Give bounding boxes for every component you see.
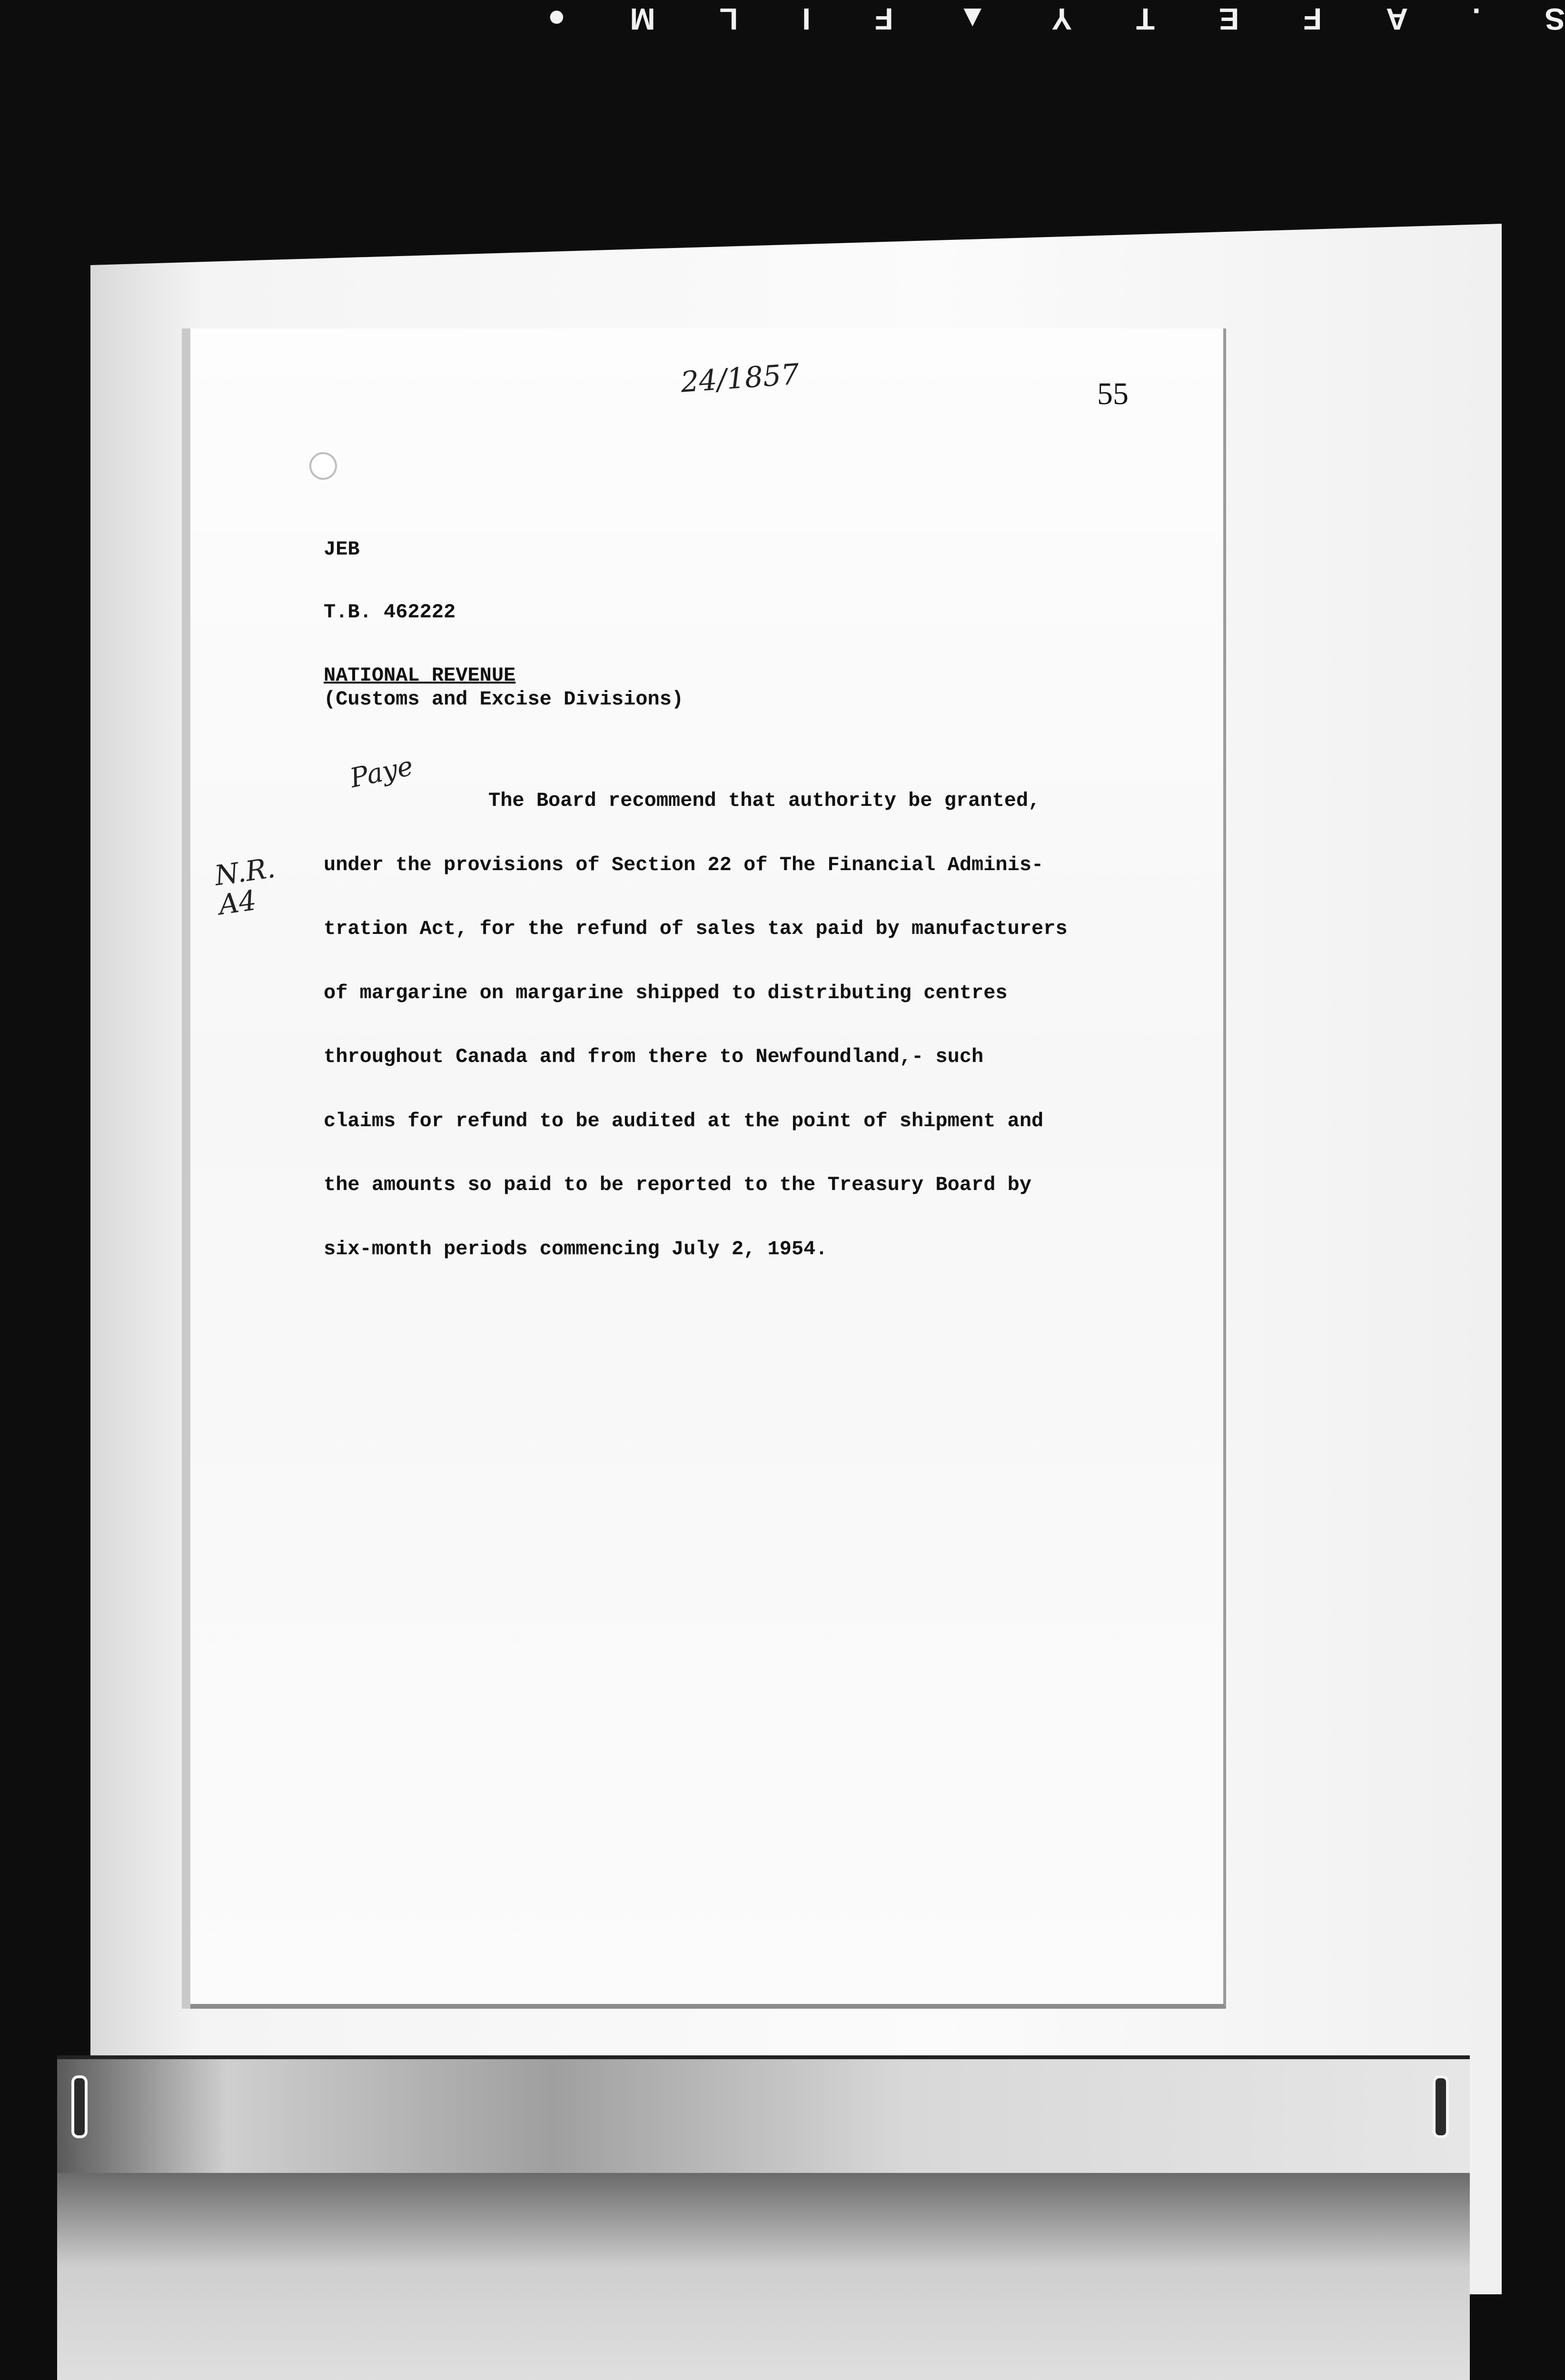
- author-initials: JEB: [324, 538, 360, 561]
- film-edge-char: A: [1386, 2, 1408, 36]
- film-edge-char: E: [1218, 2, 1239, 36]
- handwritten-paye: Paye: [347, 750, 416, 794]
- body-line: claims for refund to be audited at the point of shipment and: [324, 1109, 1044, 1132]
- film-edge-char: Y: [1051, 2, 1072, 36]
- film-edge-char: F: [874, 2, 893, 36]
- film-edge-char: S: [1545, 2, 1565, 36]
- body-line: The Board recommend that authority be granted,: [488, 789, 1040, 812]
- binder-rail: [57, 2055, 1470, 2177]
- body-line: the amounts so paid to be reported to the Treasury Board by: [324, 1173, 1032, 1196]
- film-edge-char: .: [1472, 2, 1481, 36]
- lower-scan-band: [57, 2173, 1470, 2380]
- binder-clip-right: [1433, 2075, 1449, 2138]
- department-heading: NATIONAL REVENUE: [324, 664, 516, 687]
- body-line: tration Act, for the refund of sales tax paid by manufacturers: [324, 917, 1068, 940]
- treasury-board-number: T.B. 462222: [324, 601, 456, 624]
- department-subheading: (Customs and Excise Divisions): [324, 688, 684, 711]
- film-edge-text: [547, 0, 1565, 38]
- body-line: six-month periods commencing July 2, 1954.: [324, 1237, 828, 1260]
- body-line: under the provisions of Section 22 of The Financial Adminis-: [324, 853, 1044, 876]
- binder-clip-left: [71, 2075, 88, 2138]
- recommendation-paragraph: [324, 789, 1171, 1301]
- film-edge-char: L: [719, 2, 738, 36]
- page-number: 55: [1097, 377, 1129, 411]
- body-line: of margarine on margarine shipped to distributing centres: [324, 981, 1008, 1004]
- film-edge-char: T: [1136, 2, 1155, 36]
- punch-hole: [309, 452, 337, 480]
- film-edge-char: M: [630, 2, 655, 36]
- film-edge-char: F: [1303, 2, 1322, 36]
- film-edge-char: I: [802, 2, 811, 36]
- body-line: throughout Canada and from there to Newfoundland,- such: [324, 1045, 984, 1068]
- handwritten-file-number: 24/1857: [679, 357, 801, 399]
- film-edge-char: ▲: [957, 2, 988, 36]
- handwritten-margin-note: N.R. A4: [212, 851, 277, 922]
- film-edge-char: ●: [547, 2, 566, 36]
